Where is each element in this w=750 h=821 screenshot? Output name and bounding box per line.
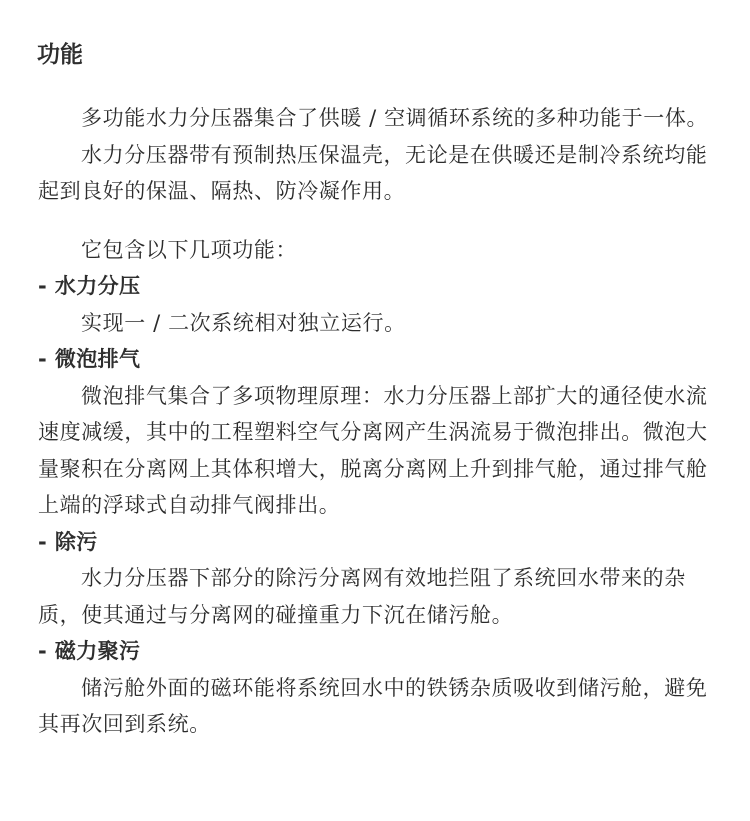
feature-title-dirt-removal: - 除污: [38, 529, 98, 554]
paragraph-insulation: 水力分压器带有预制热压保温壳，无论是在供暖还是制冷系统均能起到良好的保温、隔热、防冷凝作用。: [38, 142, 708, 203]
feature-desc-dirt-removal: 水力分压器下部分的除污分离网有效地拦阻了系统回水带来的杂质，使其通过与分离网的碰撞重力下沉在储污舱。: [38, 566, 686, 627]
paragraph-overview: 多功能水力分压器集合了供暖 / 空调循环系统的多种功能于一体。: [81, 106, 709, 130]
document-content: [38, 100, 716, 743]
feature-title-hydraulic-separation: - 水力分压: [38, 274, 141, 298]
feature-title-microbubble-venting: - 微泡排气: [38, 347, 141, 371]
feature-desc-magnetic-collection: 储污舱外面的磁环能将系统回水中的铁锈杂质吸收到储污舱，避免其再次回到系统。: [38, 675, 708, 736]
features-intro: 它包含以下几项功能：: [81, 237, 298, 262]
feature-desc-hydraulic-separation: 实现一 / 二次系统相对独立运行。: [81, 310, 406, 335]
feature-desc-microbubble-venting: 微泡排气集合了多项物理原理：水力分压器上部扩大的通径使水流速度减缓，其中的工程塑料空气分离网产生涡流易于微泡排出。微泡大量聚积在分离网上其体积增大，脱离分离网上升到排气舱，通过排气舱上端的浮球式自动排气阀排出。: [38, 383, 708, 517]
feature-title-magnetic-collection: - 磁力聚污: [38, 639, 141, 663]
section-heading: 功能: [37, 42, 83, 68]
